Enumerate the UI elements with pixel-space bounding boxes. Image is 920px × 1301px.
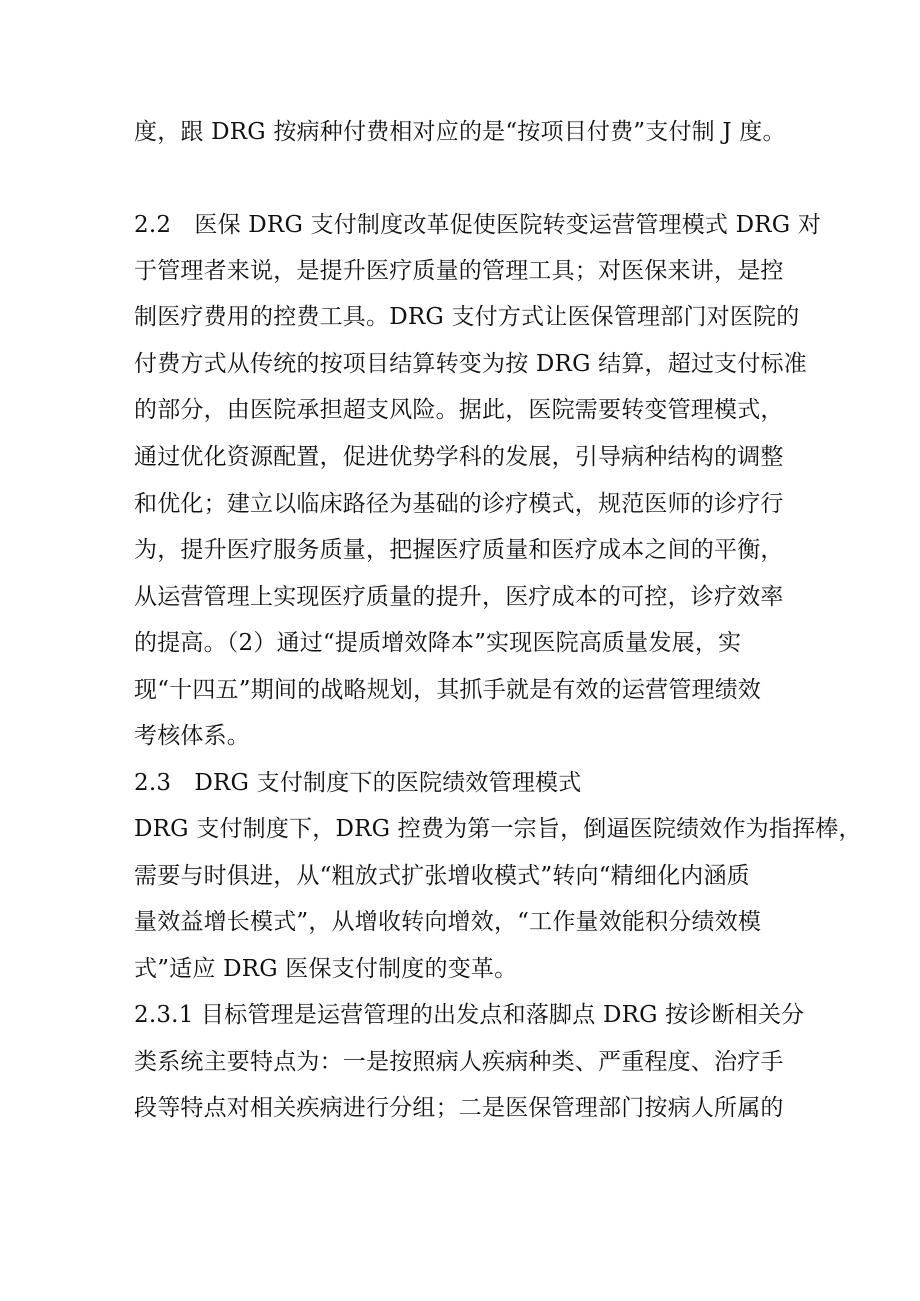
text-line: 的部分，由医院承担超支风险。据此，医院需要转变管理模式， bbox=[134, 397, 784, 423]
text-line: 考核体系。 bbox=[134, 723, 250, 749]
text-line: 和优化；建立以临床路径为基础的诊疗模式，规范医师的诊疗行 bbox=[134, 491, 784, 517]
text-line: 于管理者来说，是提升医疗质量的管理工具；对医保来讲，是控 bbox=[134, 258, 784, 284]
text-line: 的提高。（2）通过“提质增效降本”实现医院高质量发展，实 bbox=[134, 630, 742, 656]
text-line: 付费方式从传统的按项目结算转变为按 DRG 结算，超过支付标准 bbox=[134, 351, 807, 377]
text-line: 类系统主要特点为：一是按照病人疾病种类、严重程度、治疗手 bbox=[134, 1049, 784, 1075]
section-heading-2-3-1: 2.3.1 目标管理是运营管理的出发点和落脚点 DRG 按诊断相关分 bbox=[134, 1002, 805, 1028]
text-line: 从运营管理上实现医疗质量的提升，医疗成本的可控，诊疗效率 bbox=[134, 584, 784, 610]
text-line: 式”适应 DRG 医保支付制度的变革。 bbox=[134, 956, 518, 982]
section-heading-2-2: 2.2 医保 DRG 支付制度改革促使医院转变运营管理模式 DRG 对 bbox=[134, 212, 822, 238]
text-line: 段等特点对相关疾病进行分组；二是医保管理部门按病人所属的 bbox=[134, 1095, 784, 1121]
text-line: 制医疗费用的控费工具。DRG 支付方式让医保管理部门对医院的 bbox=[134, 304, 800, 330]
text-line: DRG 支付制度下，DRG 控费为第一宗旨，倒逼医院绩效作为指挥棒， bbox=[134, 816, 862, 842]
section-heading-2-3: 2.3 DRG 支付制度下的医院绩效管理模式 bbox=[134, 770, 582, 796]
text-line: 现“十四五”期间的战略规划，其抓手就是有效的运营管理绩效 bbox=[134, 677, 762, 703]
text-line: 为，提升医疗服务质量，把握医疗质量和医疗成本之间的平衡， bbox=[134, 537, 784, 563]
text-line: 量效益增长模式”，从增收转向增效，“工作量效能积分绩效模 bbox=[134, 909, 762, 935]
text-line: 度，跟 DRG 按病种付费相对应的是“按项目付费”支付制 J 度。 bbox=[134, 119, 786, 145]
text-line: 通过优化资源配置，促进优势学科的发展，引导病种结构的调整 bbox=[134, 444, 784, 470]
text-line: 需要与时俱进，从“粗放式扩张增收模式”转向“精细化内涵质 bbox=[134, 863, 750, 889]
